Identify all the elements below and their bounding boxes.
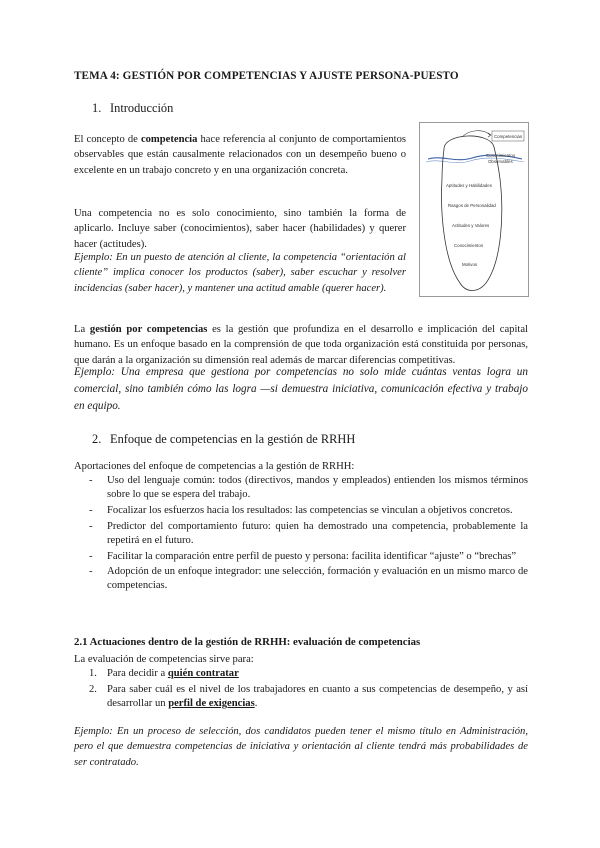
p1-text-a: El concepto de: [74, 134, 141, 145]
list-item: [74, 683, 528, 712]
iceberg-diagram: [420, 123, 528, 296]
item-bold: perfil de exigencias: [168, 698, 255, 710]
list-item: [74, 504, 528, 518]
section-2-heading: [92, 432, 355, 447]
section-2-1-heading: 2.1 Actuaciones dentro de la gestión de RRHH: evaluación de competencias: [74, 636, 421, 648]
p1-text-b: hace referencia al conjunto de comportamientos observables que están causalmente relacionados con un desempeño bueno o excelente en un trabajo concreto y en una organización concreta.: [74, 134, 406, 176]
list-item-text: Adopción de un enfoque integrador: une selección, formación y evaluación en un mismo marco de competencias.: [107, 566, 528, 592]
list-dash: -: [89, 475, 93, 486]
list-dash: -: [89, 566, 93, 578]
fig-label-observables: Observables: [488, 159, 513, 164]
list-dash: -: [89, 504, 93, 516]
fig-label-aptitudes: Aptitudes y Habilidades: [446, 183, 492, 188]
p1-bold: competencia: [140, 134, 198, 145]
section-2-1-intro: La evaluación de competencias sirve para:: [74, 654, 254, 665]
section-1-title: Introducción: [110, 101, 174, 115]
item-bold: quién contratar: [167, 668, 239, 679]
item-text-a: Para saber cuál es el nivel de los trabajadores en cuanto a sus competencias de desempeño, y así desarrollar un: [107, 683, 528, 710]
section-1-number: 1.: [92, 101, 102, 115]
list-number: 1.: [89, 668, 97, 679]
item-text-a: Para decidir a: [107, 668, 168, 679]
competence-components: Una competencia no es solo conocimiento, sino también la forma de aplicarlo. Incluye saber (conocimientos), saber hacer (habilidades) y querer hacer (actitudes).: [74, 208, 406, 250]
list-item: [74, 550, 528, 564]
document-title: TEMA 4: GESTIÓN POR COMPETENCIAS Y AJUSTE PERSONA-PUESTO: [74, 70, 459, 82]
fig-label-competencias: Competencias: [494, 134, 523, 139]
list-item: [74, 667, 528, 681]
list-item: [74, 474, 528, 502]
fig-label-rasgos: Rasgos de Personalidad: [448, 203, 496, 208]
example-customer-service: Ejemplo: En un puesto de atención al cliente, la competencia “orientación al cliente” implica conocer los productos (saber), saber escuchar y resolver incidencias (saber hacer), y mantener una actitud amable (querer hacer).: [74, 252, 406, 294]
list-dash: -: [89, 550, 93, 562]
competence-definition: [74, 132, 406, 178]
evaluation-purposes-list: [74, 667, 528, 713]
list-item-text: Facilitar la comparación entre perfil de puesto y persona: facilita identificar “ajuste” o “brechas”: [107, 550, 517, 562]
contributions-list: [74, 474, 528, 595]
fig-label-motivos: Motivos: [462, 262, 478, 267]
list-number: 2.: [89, 683, 97, 695]
competency-management-definition: [74, 322, 528, 368]
section-2-intro: Aportaciones del enfoque de competencias a la gestión de RRHH:: [74, 461, 355, 472]
example-selection: Ejemplo: En un proceso de selección, dos candidatos pueden tener el mismo título en Administración, pero el que demuestra competencias de iniciativa y orientación al cliente tendrá más probabilidades de ser contratado.: [74, 726, 528, 768]
fig-label-conocimientos-top: Conocimientos: [486, 153, 516, 158]
p3-text-b: es la gestión que profundiza en el desarrollo e implicación del capital humano. Es un enfoque basado en la comprensión de que toda organización está constituida por personas, que darán a la organización su dimensión real además de marcar diferencias competitivas.: [74, 324, 528, 366]
list-item: [74, 520, 528, 548]
item-text-b: .: [254, 698, 258, 710]
list-item-text: Predictor del comportamiento futuro: quien ha demostrado una competencia, probablemente la repetirá en el futuro.: [107, 520, 528, 546]
list-item-text: Uso del lenguaje común: todos (directivos, mandos y empleados) entienden los mismos términos sobre lo que se espera del trabajo.: [107, 475, 528, 501]
fig-label-actitudes: Actitudes y Valores: [452, 223, 490, 228]
section-2-number: 2.: [92, 432, 102, 446]
list-dash: -: [89, 520, 93, 532]
list-item: [74, 565, 528, 593]
p3-text-a: La: [74, 324, 90, 335]
example-sales: Ejemplo: Una empresa que gestiona por competencias no solo mide cuántas ventas logra un comercial, sino también cómo las logra —si demuestra iniciativa, comunicación efectiva y trabajo en equipo.: [74, 366, 528, 412]
section-1-heading: [92, 101, 173, 116]
section-2-title: Enfoque de competencias en la gestión de RRHH: [110, 432, 356, 446]
iceberg-figure: [419, 122, 529, 297]
p3-bold: gestión por competencias: [89, 324, 208, 335]
fig-label-conocimientos: Conocimientos: [454, 243, 484, 248]
list-item-text: Focalizar los esfuerzos hacia los resultados: las competencias se vinculan a objetivos concretos.: [107, 504, 513, 516]
